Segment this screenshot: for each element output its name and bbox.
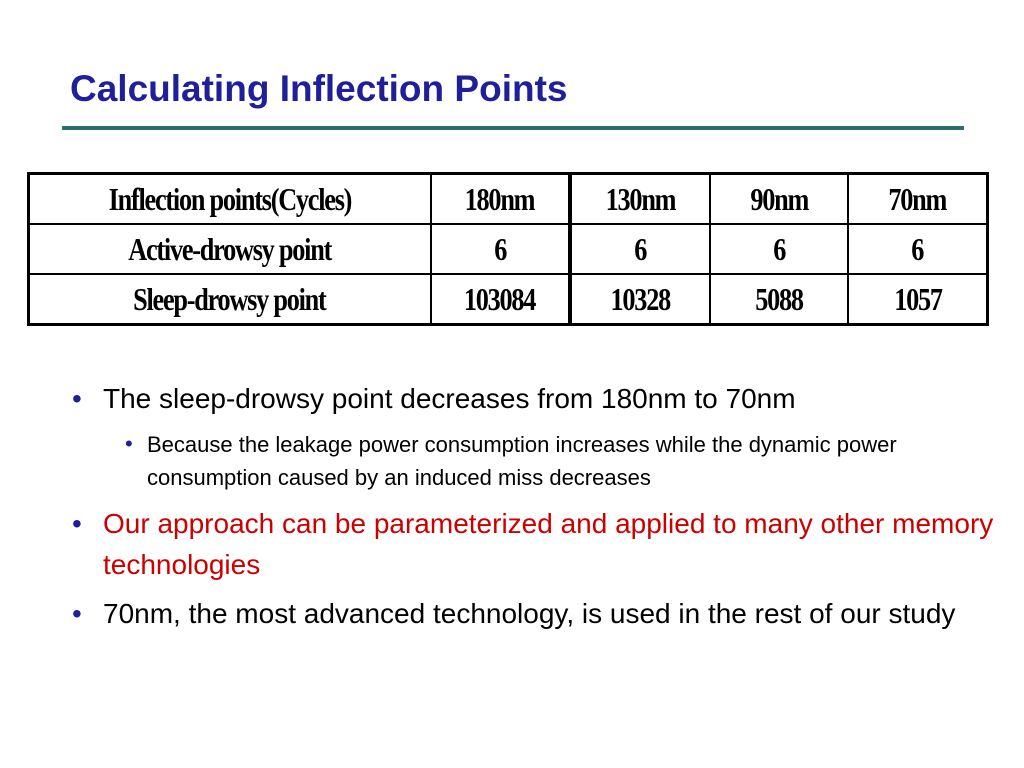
table-header-cell: 90nm <box>710 174 849 225</box>
table-row <box>29 274 988 325</box>
title-divider <box>62 126 964 130</box>
table-cell: 6 <box>848 224 987 274</box>
table-cell: 103084 <box>431 274 571 325</box>
table-row <box>29 224 988 274</box>
bullet-marker-icon: • <box>72 383 82 414</box>
table-cell: 1057 <box>848 274 987 325</box>
bullet-marker-icon: • <box>125 431 133 456</box>
table-header-cell: Inflection points(Cycles) <box>29 174 431 225</box>
sub-bullet-item <box>125 428 1007 494</box>
table-cell: 6 <box>710 224 849 274</box>
table-cell: 6 <box>431 224 571 274</box>
inflection-points-table <box>27 172 989 326</box>
table-cell: 10328 <box>570 274 710 325</box>
table-header-row <box>29 174 988 225</box>
bullet-item <box>72 378 1003 419</box>
bullet-text: The sleep-drowsy point decreases from 180nm to 70nm <box>103 383 796 414</box>
table-header-cell: 130nm <box>570 174 710 225</box>
table-header-cell: 180nm <box>431 174 571 225</box>
slide-title: Calculating Inflection Points <box>70 68 568 109</box>
bullet-item <box>72 503 1003 585</box>
bullet-text: 70nm, the most advanced technology, is used in the rest of our study <box>103 598 956 629</box>
table-row-label: Active-drowsy point <box>29 224 431 274</box>
bullet-item <box>72 593 1003 634</box>
bullet-marker-icon: • <box>72 508 82 539</box>
table-header-cell: 70nm <box>848 174 987 225</box>
table-cell: 6 <box>570 224 710 274</box>
table-row-label: Sleep-drowsy point <box>29 274 431 325</box>
sub-bullet-text: Because the leakage power consumption increases while the dynamic power consumption caused by an induced miss decreases <box>147 432 897 490</box>
table-cell: 5088 <box>710 274 849 325</box>
bullet-text: Our approach can be parameterized and applied to many other memory technologies <box>103 508 994 580</box>
bullet-marker-icon: • <box>72 598 82 629</box>
